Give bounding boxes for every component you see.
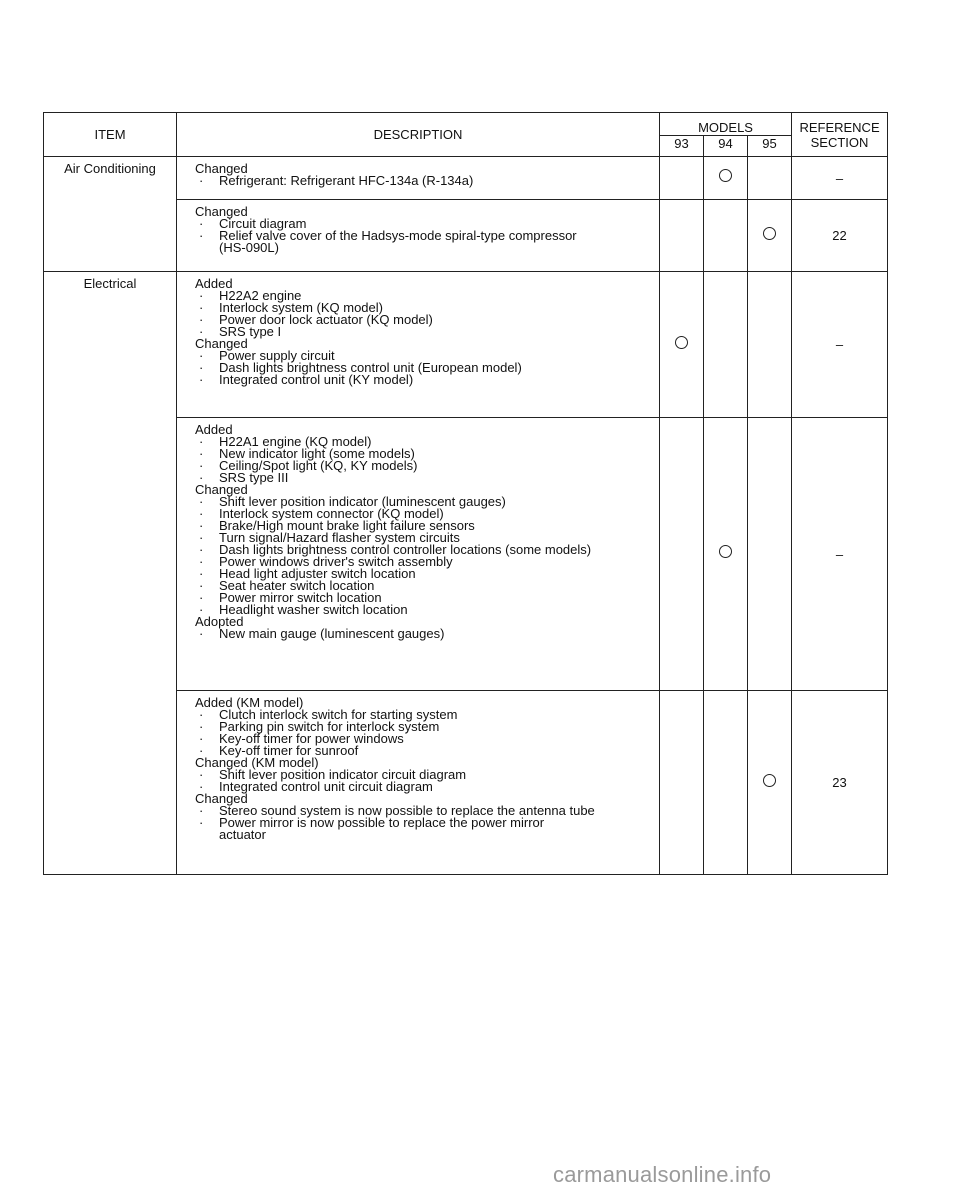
model-year-93-cell [660, 157, 704, 200]
description-item-text: Dash lights brightness control unit (European model) [219, 360, 522, 375]
description-item-text: New main gauge (luminescent gauges) [219, 626, 445, 641]
description-list-item [195, 175, 655, 187]
description-list-item [195, 374, 655, 386]
description-item-text: Parking pin switch for interlock system [219, 719, 440, 734]
description-item-text: Circuit diagram [219, 216, 307, 231]
bullet-icon: · [199, 348, 204, 363]
description-column-header: DESCRIPTION [177, 113, 660, 157]
reference-section-cell: 23 [792, 691, 888, 875]
reference-section-cell: 22 [792, 200, 888, 272]
description-item-text: SRS type I [219, 324, 282, 339]
description-item-text: Key-off timer for sunroof [219, 743, 359, 758]
model-year-95-cell [748, 418, 792, 691]
description-list-item [195, 604, 655, 616]
description-group-heading: Changed [195, 161, 248, 176]
item-category-cell: Air Conditioning [44, 157, 177, 272]
bullet-icon: · [199, 542, 204, 557]
reference-section-header [792, 113, 888, 157]
bullet-icon: · [199, 731, 204, 746]
model-year-93-header: 93 [660, 136, 704, 157]
bullet-icon: · [199, 494, 204, 509]
bullet-icon: · [199, 815, 204, 830]
model-year-94-cell [704, 691, 748, 875]
description-group-heading: Changed [195, 791, 248, 806]
description-item-text: Stereo sound system is now possible to replace the antenna tube [219, 803, 595, 818]
description-item-text: Power mirror switch location [219, 590, 382, 605]
reference-section-cell: – [792, 418, 888, 691]
description-list-item [195, 472, 655, 484]
description-list-item [195, 628, 655, 640]
table-body [44, 157, 888, 875]
description-item-text: SRS type III [219, 470, 289, 485]
bullet-icon: · [199, 324, 204, 339]
description-item-text: Seat heater switch location [219, 578, 375, 593]
bullet-icon: · [199, 590, 204, 605]
model-year-94-cell [704, 272, 748, 418]
item-column-header: ITEM [44, 113, 177, 157]
applies-circle-icon [763, 227, 776, 240]
bullet-icon: · [199, 530, 204, 545]
reference-section-cell: – [792, 272, 888, 418]
description-group-heading: Changed [195, 204, 248, 219]
description-item-text: Power mirror is now possible to replace the power mirror [219, 815, 545, 830]
bullet-icon: · [199, 300, 204, 315]
bullet-icon: · [199, 803, 204, 818]
bullet-icon: · [199, 173, 204, 188]
model-year-95-cell [748, 200, 792, 272]
bullet-icon: · [199, 767, 204, 782]
bullet-icon: · [199, 434, 204, 449]
reference-section-cell: – [792, 157, 888, 200]
table-row [44, 272, 888, 418]
model-year-95-cell [748, 272, 792, 418]
bullet-icon: · [199, 743, 204, 758]
description-group-heading: Changed (KM model) [195, 755, 319, 770]
description-group-heading: Added [195, 276, 233, 291]
model-year-94-cell [704, 418, 748, 691]
watermark-text: carmanualsonline.info [553, 1162, 772, 1187]
bullet-icon: · [199, 506, 204, 521]
model-year-93-cell [660, 272, 704, 418]
item-category-cell: Electrical [44, 272, 177, 875]
bullet-icon: · [199, 216, 204, 231]
description-cell [177, 418, 660, 691]
description-continuation: (HS-090L) [219, 240, 279, 255]
description-item-text: Power door lock actuator (KQ model) [219, 312, 433, 327]
description-cell [177, 200, 660, 272]
model-year-93-cell [660, 418, 704, 691]
table-row [44, 157, 888, 200]
description-item-text: H22A1 engine (KQ model) [219, 434, 372, 449]
description-list-item [195, 326, 655, 338]
description-item-text: Shift lever position indicator (luminescent gauges) [219, 494, 506, 509]
model-year-95-cell [748, 157, 792, 200]
bullet-icon: · [199, 626, 204, 641]
bullet-icon: · [199, 518, 204, 533]
description-item-text: Clutch interlock switch for starting system [219, 707, 458, 722]
applies-circle-icon [719, 545, 732, 558]
model-year-94-cell [704, 157, 748, 200]
applies-circle-icon [763, 774, 776, 787]
description-item-text: H22A2 engine [219, 288, 302, 303]
description-cell [177, 157, 660, 200]
description-group-heading: Added [195, 422, 233, 437]
description-item-text: Integrated control unit circuit diagram [219, 779, 433, 794]
description-cell [177, 691, 660, 875]
description-cell [177, 272, 660, 418]
bullet-icon: · [199, 707, 204, 722]
description-item-text: Brake/High mount brake light failure sensors [219, 518, 475, 533]
description-list-item [195, 781, 655, 793]
description-item-text: Key-off timer for power windows [219, 731, 404, 746]
description-group-heading: Added (KM model) [195, 695, 304, 710]
description-item-text: Head light adjuster switch location [219, 566, 416, 581]
description-item-text: Ceiling/Spot light (KQ, KY models) [219, 458, 418, 473]
reference-header-line2: SECTION [810, 134, 869, 150]
models-column-header: MODELS [660, 113, 792, 136]
model-year-94-cell [704, 200, 748, 272]
description-item-text: Shift lever position indicator circuit diagram [219, 767, 467, 782]
bullet-icon: · [199, 372, 204, 387]
applies-circle-icon [675, 336, 688, 349]
bullet-icon: · [199, 779, 204, 794]
description-item-text: Power supply circuit [219, 348, 335, 363]
bullet-icon: · [199, 458, 204, 473]
description-item-text: Interlock system connector (KQ model) [219, 506, 444, 521]
bullet-icon: · [199, 360, 204, 375]
bullet-icon: · [199, 602, 204, 617]
description-item-text: Relief valve cover of the Hadsys-mode spiral-type compressor [219, 228, 577, 243]
description-item-text: Turn signal/Hazard flasher system circuits [219, 530, 460, 545]
description-item-text: Integrated control unit (KY model) [219, 372, 414, 387]
reference-header-line1: REFERENCE [799, 119, 880, 135]
bullet-icon: · [199, 554, 204, 569]
bullet-icon: · [199, 446, 204, 461]
description-item-text: Headlight washer switch location [219, 602, 408, 617]
model-year-94-header: 94 [704, 136, 748, 157]
description-group-heading: Adopted [195, 614, 244, 629]
description-continuation: actuator [219, 827, 266, 842]
bullet-icon: · [199, 470, 204, 485]
description-item-text: Dash lights brightness control controller locations (some models) [219, 542, 592, 557]
description-item-text: New indicator light (some models) [219, 446, 415, 461]
model-year-93-cell [660, 691, 704, 875]
description-item-text: Power windows driver's switch assembly [219, 554, 453, 569]
description-item-text: Refrigerant: Refrigerant HFC-134a (R-134a) [219, 173, 474, 188]
applies-circle-icon [719, 169, 732, 182]
bullet-icon: · [199, 228, 204, 243]
model-year-93-cell [660, 200, 704, 272]
bullet-icon: · [199, 312, 204, 327]
bullet-icon: · [199, 288, 204, 303]
description-item-text: Interlock system (KQ model) [219, 300, 383, 315]
bullet-icon: · [199, 719, 204, 734]
model-year-95-cell [748, 691, 792, 875]
model-year-95-header: 95 [748, 136, 792, 157]
description-group-heading: Changed [195, 482, 248, 497]
bullet-icon: · [199, 566, 204, 581]
bullet-icon: · [199, 578, 204, 593]
change-summary-table [43, 112, 888, 875]
description-group-heading: Changed [195, 336, 248, 351]
